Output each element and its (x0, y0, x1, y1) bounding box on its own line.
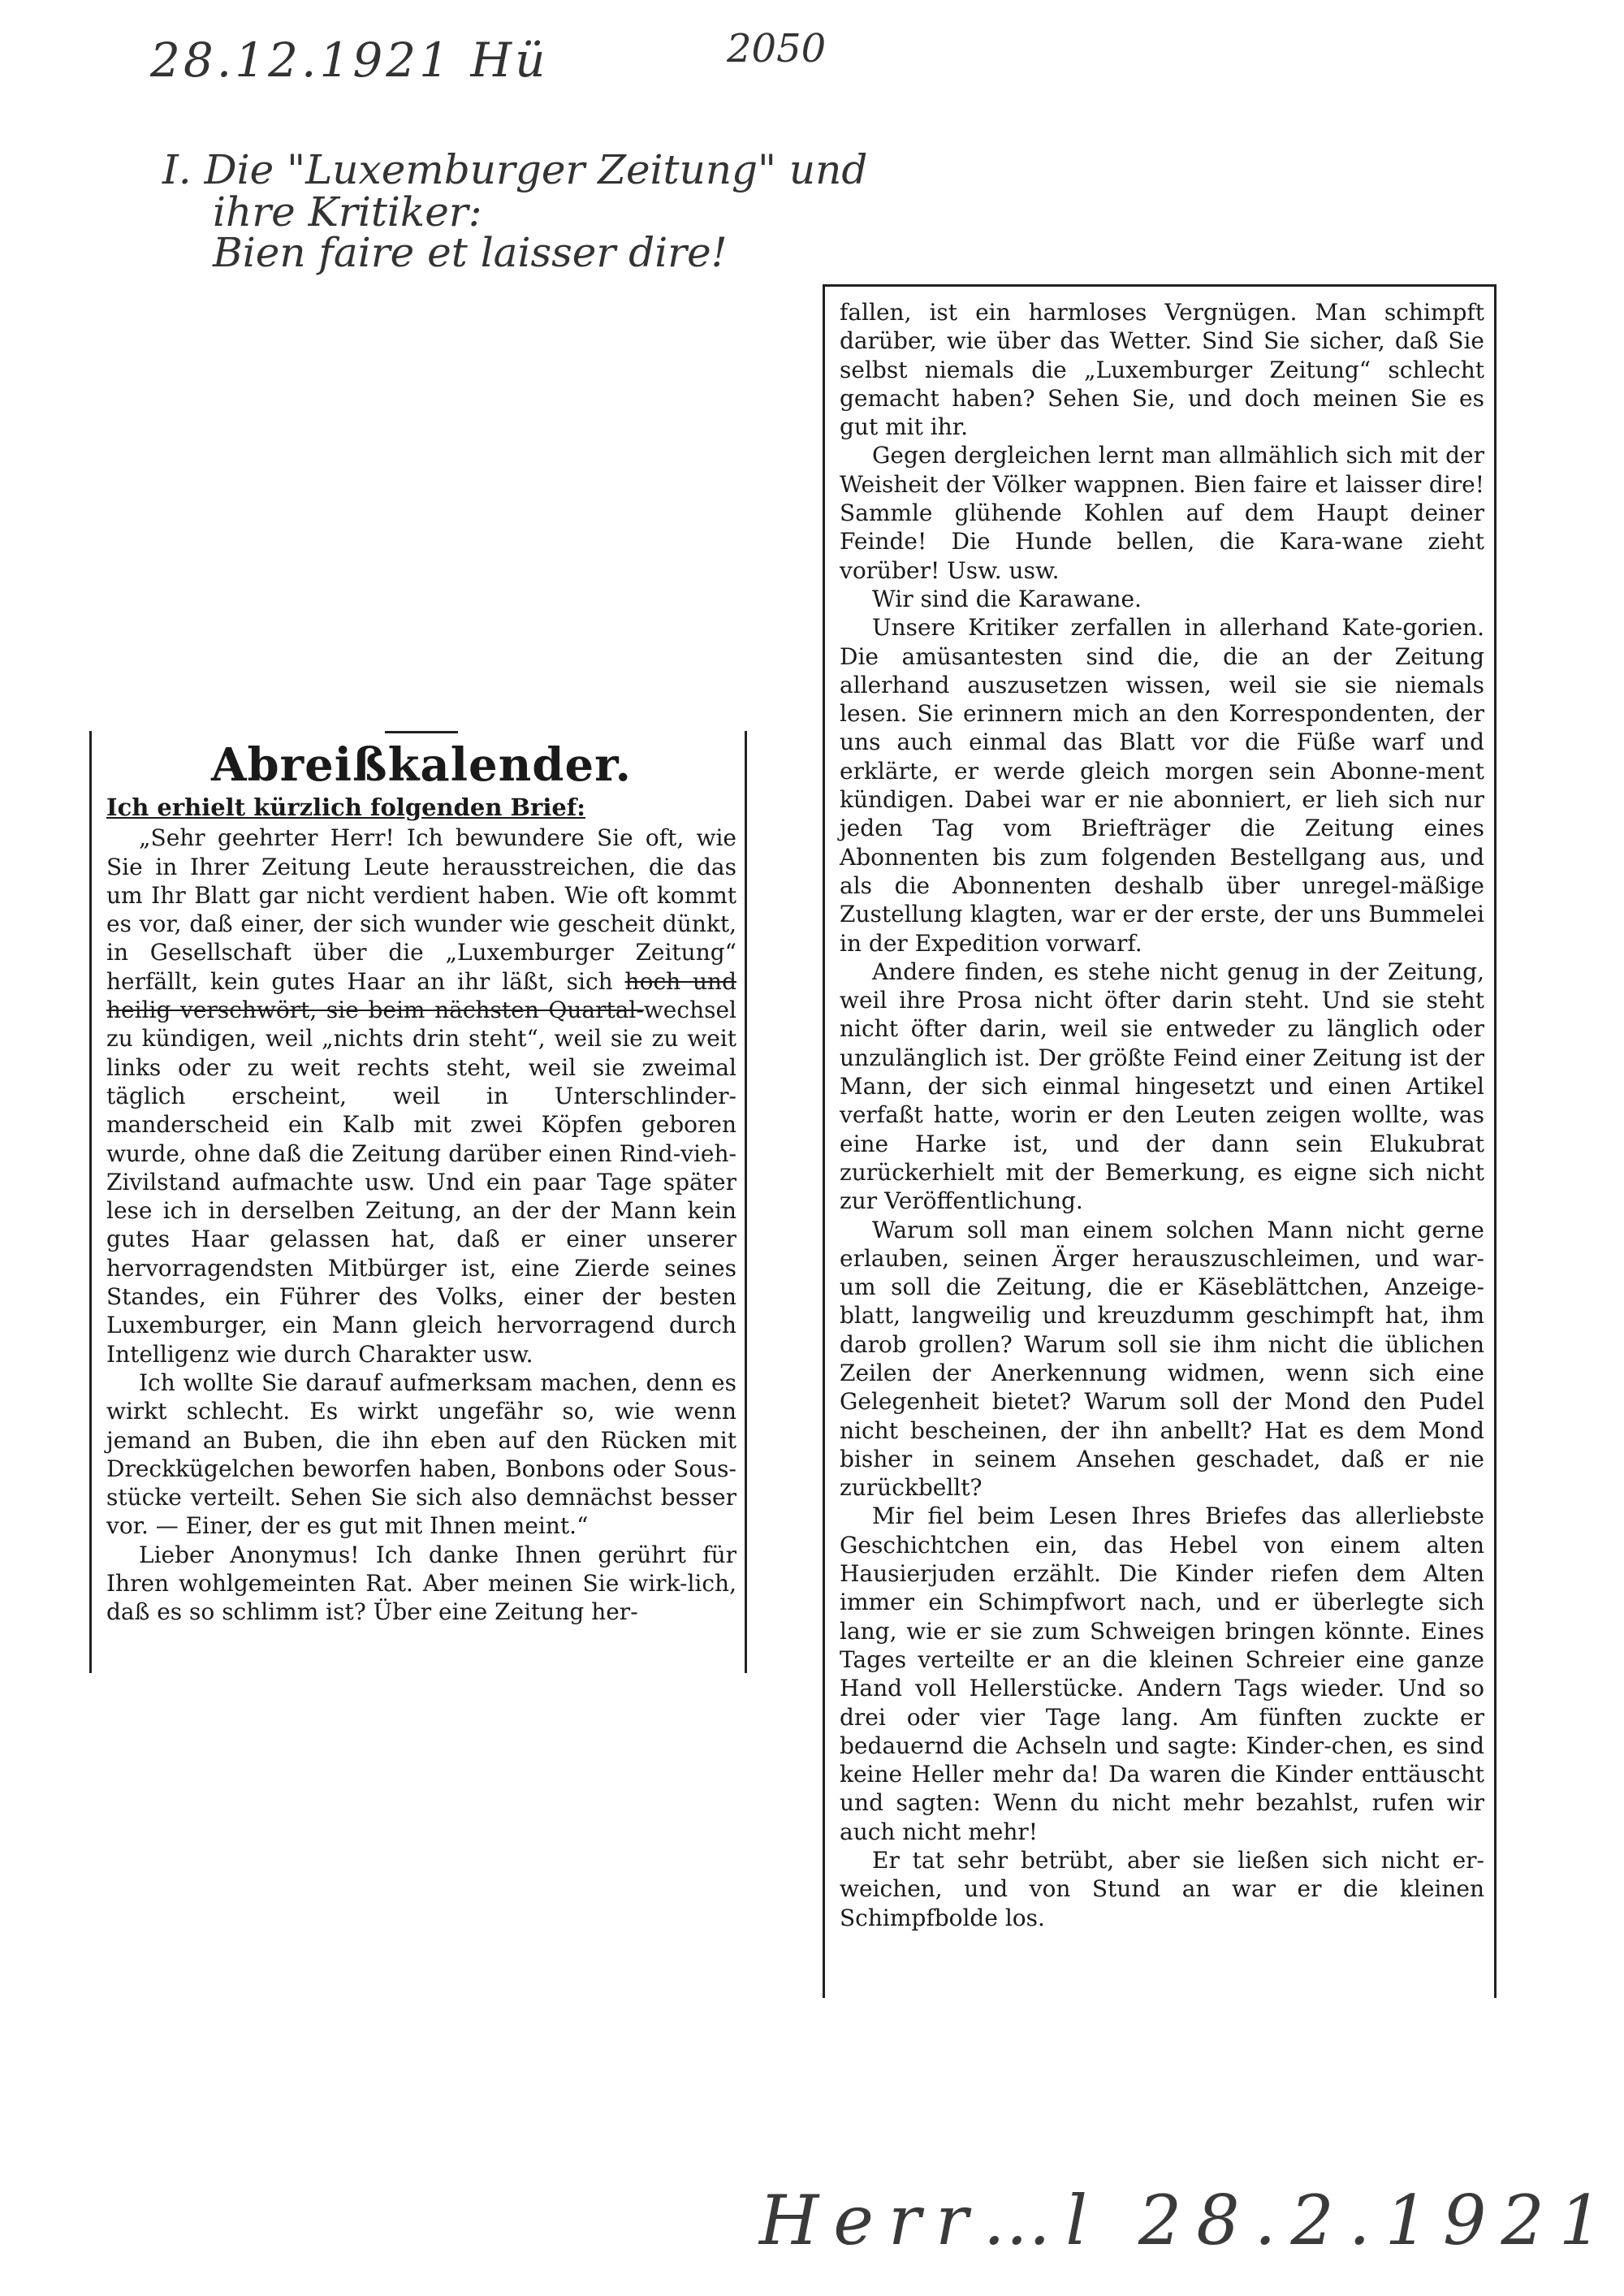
clipping-column-left (89, 731, 747, 1673)
clipping-column-right (823, 284, 1497, 1998)
article-paragraph: Wir sind die Karawane. (872, 585, 1142, 612)
article-paragraph: Unsere Kritiker zerfallen in allerhand Kate-gorien. Die amüsantesten sind die, die an der Zeitung allerhand auszusetzen wissen, weil sie sie niemals lesen. Sie erinnern mich an den Korrespondenten, der uns auch einmal das Blatt vor die Füße warf und erklärte, er werde gleich morgen sein Abonne-ment kündigen. Dabei war er nie abonniert, er lieh sich nur jeden Tag vom Briefträger die Zeitung eines Abonnenten bis zum folgenden Bestellgang aus, und als die Abonnenten deshalb über unregel-mäßige Zustellung klagten, war er der erste, der uns Bummelei in der Expedition vorwarf. (840, 614, 1484, 957)
letter-paragraph: Ich wollte Sie darauf aufmerksam machen, denn es wirkt schlecht. Es wirkt ungefähr so, wie wenn jemand an Buben, die ihn eben auf den Rücken mit Dreckkügelchen beworfen haben, Bonbons oder Sous-stücke verteilt. Sehen Sie sich also demnächst besser vor. — Einer, der es gut mit Ihnen meint.“ (106, 1369, 736, 1540)
article-title: Abreißkalender. (211, 738, 632, 792)
article-paragraph: fallen, ist ein harmloses Vergnügen. Man schimpft darüber, wie über das Wetter. Sind Sie sicher, daß Sie selbst niemals die „Luxemburger Zeitung“ schlecht gemacht haben? Sehen Sie, und doch meinen Sie es gut mit ihr. (840, 299, 1484, 441)
letter-paragraph (106, 824, 736, 1369)
letter-text: wechsel zu kündigen, weil „nichts drin steht“, weil sie zu weit links oder zu weit rechts steht, weil sie zweimal täglich erscheint, weil in Unterschlinder-manderscheid ein Kalb mit zwei Köpfen geboren wurde, ohne daß die Zeitung darüber einen Rind-vieh-Zivilstand aufmachte usw. Und ein paar Tage später lese ich in derselben Zeitung, an der der Mann kein gutes Haar gelassen hat, daß er einer unserer hervorragendsten Mitbürger ist, eine Zierde seines Standes, ein Führer des Volks, einer der besten Luxemburger, ein Mann gleich hervorragend durch Intelligenz wie durch Charakter usw. (106, 997, 736, 1368)
article-lead: Ich erhielt kürzlich folgenden Brief: (106, 793, 585, 821)
struck-text: hoch und heilig verschwört, sie beim nächsten Quartal- (106, 967, 737, 1024)
article-paragraph: Er tat sehr betrübt, aber sie ließen sich nicht er-weichen, und von Stund an war er die kleinen Schimpfbolde los. (840, 1847, 1484, 1931)
letter-text: „Sehr geehrter Herr! Ich bewundere Sie oft, wie Sie in Ihrer Zeitung Leute herausstreichen, die das um Ihr Blatt gar nicht verdient haben. Wie oft kommt es vor, daß einer, der sich wunder wie gescheit dünkt, in Gesellschaft über die „Luxemburger Zeitung“ herfällt, kein gutes Haar an ihr läßt, sich (106, 824, 736, 995)
article-paragraph: Andere finden, es stehe nicht genug in der Zeitung, weil ihre Prosa nicht öfter darin steht. Und sie steht nicht öfter darin, weil sie entweder zu länglich oder unzulänglich ist. Der größte Feind einer Zeitung ist der Mann, der sich einmal hingesetzt und einen Artikel verfaßt hatte, worin er den Leuten zeigen wollte, was eine Harke ist, und der dann sein Elukubrat zurückerhielt mit der Bemerkung, es eigne sich nicht zur Veröffentlichung. (840, 958, 1484, 1215)
article-paragraph: Mir fiel beim Lesen Ihres Briefes das allerliebste Geschichtchen ein, das Hebel von einem alten Hausierjuden erzählt. Die Kinder riefen dem Alten immer ein Schimpfwort nach, und er überlegte sich lang, wie er sie zum Schweigen bringen könnte. Eines Tages verteilte er an die kleinen Schreier eine ganze Hand voll Hellerstücke. Andern Tags wieder. Und so drei oder vier Tage lang. Am fünften zuckte er bedauernd die Achseln und sagte: Kinder-chen, es sind keine Heller mehr da! Da waren die Kinder enttäuscht und sagten: Wenn du nicht mehr bezahlst, rufen wir auch nicht mehr! (840, 1503, 1484, 1845)
handwritten-note-line: Bien faire et laisser dire! (213, 229, 728, 276)
article-paragraph: Lieber Anonymus! Ich danke Ihnen gerührt für Ihren wohlgemeinten Rat. Aber meinen Sie wirk-lich, daß es so schlimm ist? Über eine Zeitung her- (106, 1541, 736, 1626)
article-paragraph: Gegen dergleichen lernt man allmählich sich mit der Weisheit der Völker wappnen. Bien faire et laisser dire! Sammle glühende Kohlen auf dem Haupt deiner Feinde! Die Hunde bellen, die Kara-wane zieht vorüber! Usw. usw. (840, 442, 1484, 584)
title-rule (385, 731, 458, 733)
handwritten-note-line: ihre Kritiker: (213, 188, 482, 236)
handwritten-archive-number: 2050 (727, 26, 827, 71)
handwritten-date: 28.12.1921 Hü (150, 32, 549, 88)
handwritten-note-line: I. Die "Luxemburger Zeitung" und (162, 146, 868, 193)
handwritten-footer: Herr…l 28.2.1921 (759, 2181, 1618, 2260)
article-paragraph: Warum soll man einem solchen Mann nicht gerne erlauben, seinen Ärger herauszuschleimen, und war-um soll die Zeitung, die er Käseblättchen, Anzeige-blatt, langweilig und kreuzdumm geschimpft hat, ihm darob grollen? Warum soll sie ihm nicht die üblichen Zeilen der Anerkennung widmen, wenn sich eine Gelegenheit bietet? Warum soll der Mond den Pudel nicht bescheinen, der ihn anbellt? Hat es dem Mond bisher in seinem Ansehen geschadet, daß er nie zurückbellt? (840, 1216, 1484, 1502)
